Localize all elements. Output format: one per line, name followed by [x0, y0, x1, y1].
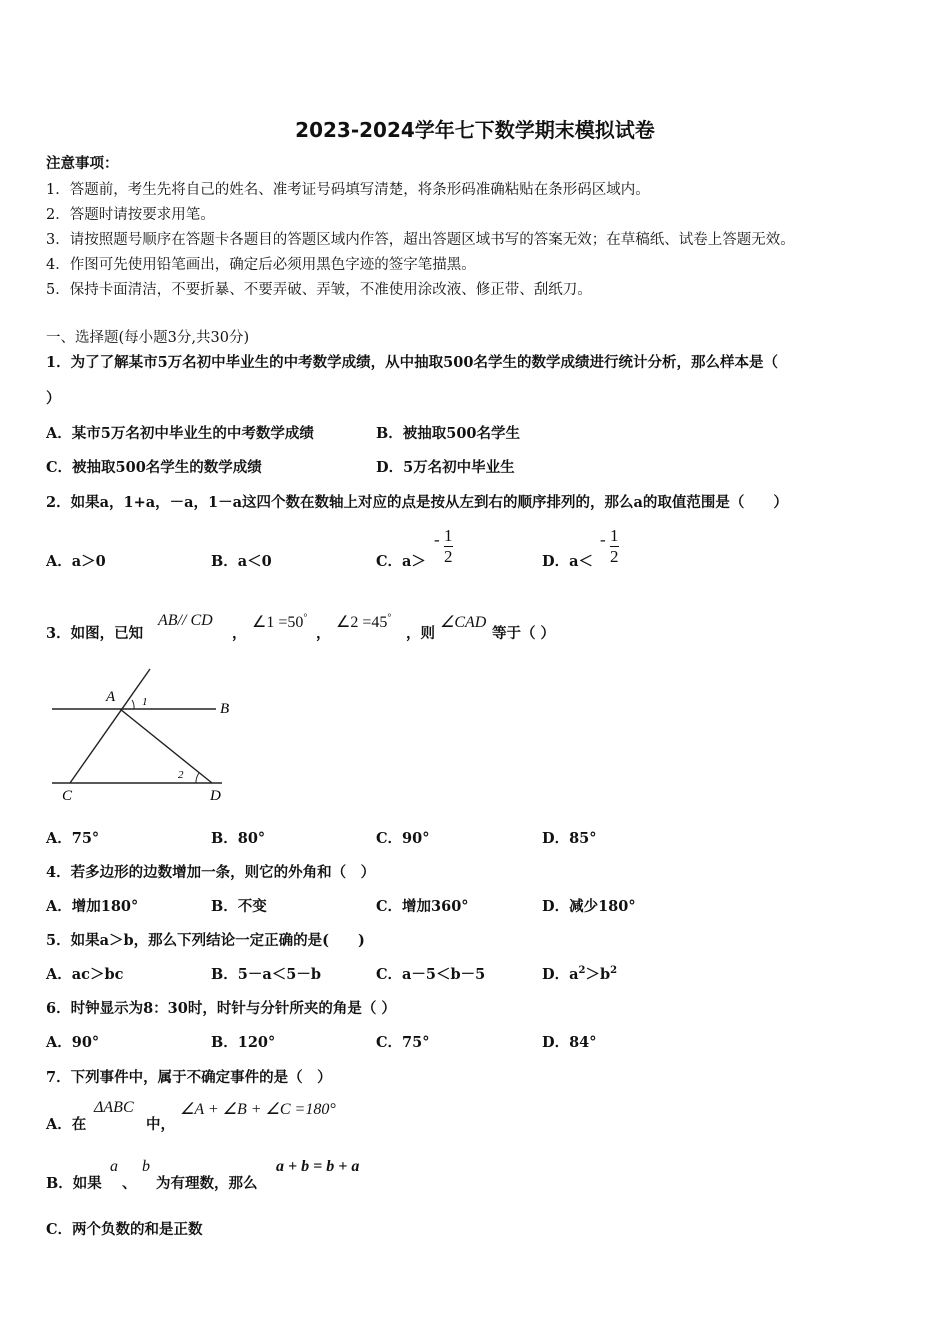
q6-option-c: C．75° [376, 1034, 430, 1051]
q6-option-a: A．90° [46, 1034, 100, 1051]
q7-option-a-pre: A．在 [46, 1116, 87, 1133]
q7-b-var-b: b [142, 1158, 150, 1175]
angle-1-arc [132, 700, 134, 709]
q7-option-b-mid: 为有理数，那么 [156, 1175, 258, 1192]
q2-option-c [376, 550, 426, 571]
question-1-stem: 1．为了了解某市5万名初中毕业生的中考数学成绩，从中抽取500名学生的数学成绩进行统计分析，那么样本是（ [46, 354, 778, 371]
section-heading: 一、选择题(每小题3分,共30分) [46, 330, 250, 346]
point-b-label: B [220, 701, 230, 717]
q4-option-c: C．增加360° [376, 898, 469, 915]
q5-d-mid: ＞b [585, 966, 611, 983]
fraction-numerator: 1 [610, 526, 619, 545]
q2-option-a: A．a＞0 [46, 553, 106, 570]
q5-option-c: C．a－5＜b－5 [376, 966, 486, 983]
point-a-label: A [106, 689, 116, 705]
q2-c-fraction [444, 526, 453, 567]
angle-1-label: 1 [142, 696, 148, 708]
q3-option-c: C．90° [376, 830, 430, 847]
q2-option-d-label: D．a＜ [542, 553, 593, 570]
q3-option-a: A．75° [46, 830, 100, 847]
q6-option-d: D．84° [542, 1034, 597, 1051]
q3-angle2-text: ∠2 =45 [336, 614, 388, 631]
q3-option-d: D．85° [542, 830, 597, 847]
q7-a-triangle: ΔABC [94, 1099, 134, 1116]
angle-2-arc [196, 773, 199, 783]
q3-math-parallel: AB// CD [158, 612, 213, 629]
question-7-stem: 7．下列事件中，属于不确定事件的是（ ） [46, 1069, 332, 1086]
q2-option-c-label: C．a＞ [376, 553, 426, 570]
q5-d-pre: D．a [542, 966, 579, 983]
point-d-label: D [210, 788, 221, 804]
q7-option-b-pre: B．如果 [46, 1175, 102, 1192]
notes-heading: 注意事项： [46, 155, 119, 172]
fraction-denominator: 2 [444, 547, 453, 566]
q4-option-b: B．不变 [211, 898, 267, 915]
q6-option-b: B．120° [211, 1034, 276, 1051]
q2-c-minus: - [434, 530, 440, 549]
question-3-stem-b: 等于（ ） [492, 625, 556, 642]
q1-option-d: D．5万名初中毕业生 [376, 459, 515, 476]
note-item: 4．作图可先使用铅笔画出，确定后必须用黑色字迹的签字笔描黑。 [46, 257, 476, 273]
point-c-label: C [62, 788, 73, 804]
q7-b-var-a: a [110, 1158, 118, 1175]
q7-b-separator: 、 [122, 1175, 137, 1192]
q5-d-sup: 2 [610, 965, 618, 977]
q3-angle1-text: ∠1 =50 [252, 614, 304, 631]
q1-option-a: A．某市5万名初中毕业生的中考数学成绩 [46, 425, 314, 442]
question-4-stem: 4．若多边形的边数增加一条，则它的外角和（ ） [46, 864, 376, 881]
page-title: 2023-2024学年七下数学期末模拟试卷 [295, 118, 655, 142]
q3-math-cad: ∠CAD [440, 614, 487, 631]
q3-then: ，则 [406, 625, 435, 642]
q3-option-b: B．80° [211, 830, 266, 847]
q7-option-a-mid: 中， [146, 1116, 175, 1133]
note-item: 5．保持卡面清洁，不要折暴、不要弄破、弄皱，不准使用涂改液、修正带、刮纸刀。 [46, 282, 592, 298]
q2-option-d [542, 550, 593, 571]
q5-option-b: B．5－a＜5－b [211, 966, 321, 983]
q4-option-a: A．增加180° [46, 898, 139, 915]
note-item: 1．答题前，考生先将自己的姓名、准考证号码填写清楚，将条形码准确粘贴在条形码区域内。 [46, 182, 650, 198]
q4-option-d: D．减少180° [542, 898, 636, 915]
q7-option-c: C．两个负数的和是正数 [46, 1221, 203, 1238]
angle-2-label: 2 [178, 769, 184, 781]
q2-option-b: B．a＜0 [211, 553, 272, 570]
line-ad [120, 709, 212, 783]
q3-comma: ， [232, 625, 247, 642]
question-1-stem-end: ） [46, 390, 61, 407]
fraction-numerator: 1 [444, 526, 453, 545]
question-3-stem-a: 3．如图，已知 [46, 625, 144, 642]
q5-d-sup: 2 [578, 965, 586, 977]
q1-option-c: C．被抽取500名学生的数学成绩 [46, 459, 262, 476]
question-5-stem: 5．如果a＞b，那么下列结论一定正确的是( ) [46, 932, 365, 949]
note-item: 2．答题时请按要求用笔。 [46, 207, 215, 223]
degree-sign: ° [303, 612, 308, 624]
q3-comma: ， [316, 625, 331, 642]
question-2-stem: 2．如果a，1+a，－a，1－a这四个数在数轴上对应的点是按从左到右的顺序排列的，那么a的取值范围是（ ） [46, 494, 788, 511]
q3-geometry-figure [46, 665, 246, 805]
line-ac [70, 669, 150, 783]
q5-option-a: A．ac＞bc [46, 966, 124, 983]
q1-option-b: B．被抽取500名学生 [376, 425, 521, 442]
q7-a-angle-sum: ∠A + ∠B + ∠C =180° [180, 1101, 336, 1118]
fraction-denominator: 2 [610, 547, 619, 566]
q5-option-d [542, 963, 617, 984]
question-6-stem: 6．时钟显示为8：30时，时针与分针所夹的角是（ ） [46, 1000, 396, 1017]
q3-math-angle2 [336, 612, 391, 632]
q3-math-angle1 [252, 612, 307, 632]
q2-d-minus: - [600, 530, 606, 549]
q2-d-fraction [610, 526, 619, 567]
degree-sign: ° [387, 612, 392, 624]
note-item: 3．请按照题号顺序在答题卡各题目的答题区域内作答，超出答题区域书写的答案无效；在草稿纸、试卷上答题无效。 [46, 232, 795, 248]
q7-b-equation: a + b = b + a [276, 1158, 360, 1175]
